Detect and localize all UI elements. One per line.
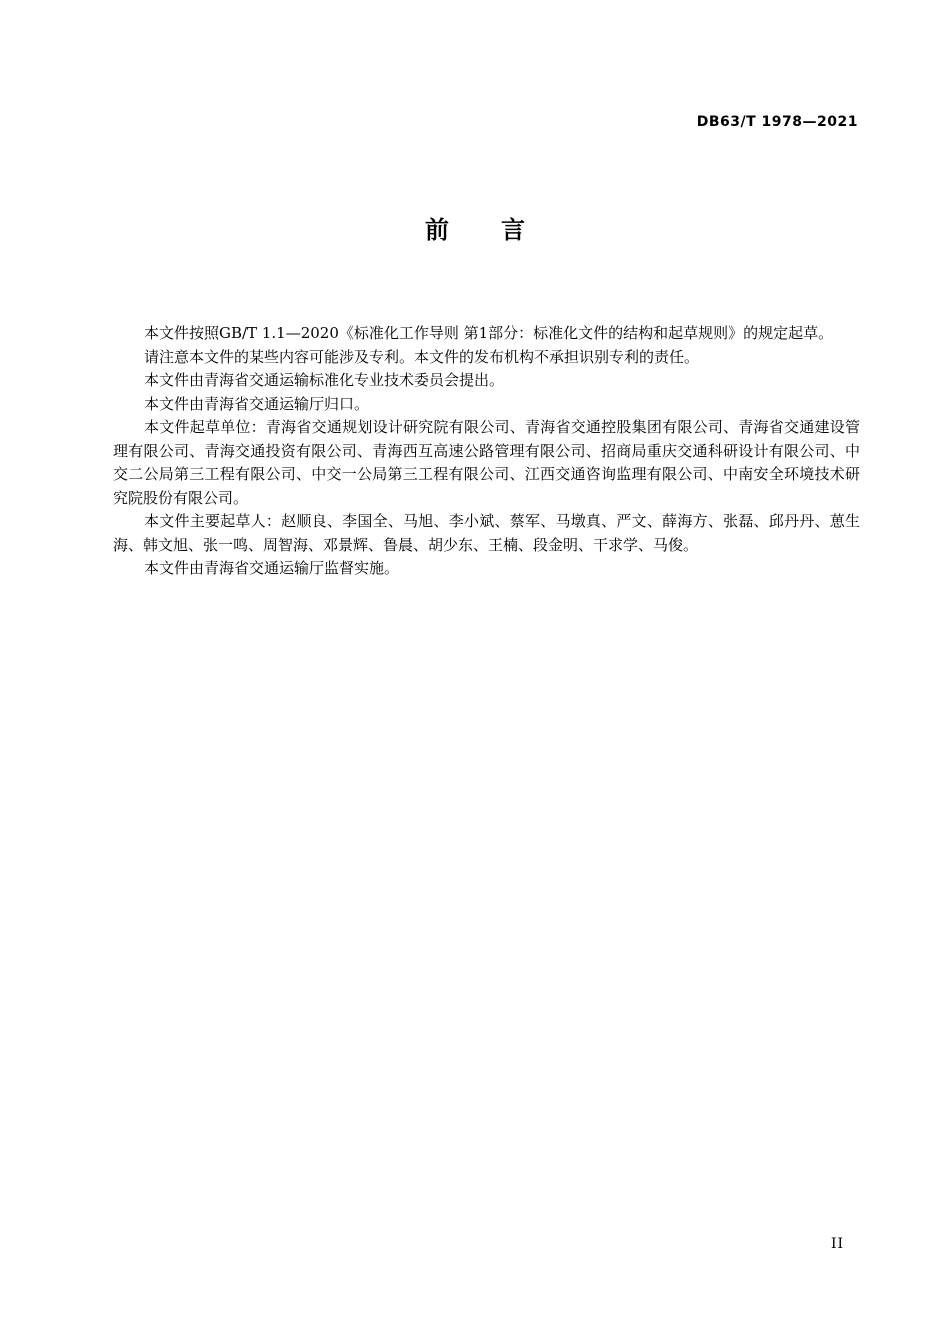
preface-body	[113, 322, 860, 581]
paragraph-drafting-basis: 本文件按照GB/T 1.1—2020《标准化工作导则 第1部分：标准化文件的结构和起草规则》的规定起草。	[144, 324, 834, 342]
paragraph-supervision: 本文件由青海省交通运输厅监督实施。	[144, 559, 400, 577]
paragraph-main-drafters: 本文件主要起草人：赵顺良、李国全、马旭、李小斌、蔡军、马墩真、严文、薛海方、张磊、邱丹丹、葸生海、韩文旭、张一鸣、周智海、邓景辉、鲁晨、胡少东、王楠、段金明、干求学、马俊。	[113, 512, 860, 554]
document-code: DB63/T 1978—2021	[696, 114, 858, 130]
paragraph-proposer: 本文件由青海省交通运输标准化专业技术委员会提出。	[144, 371, 505, 389]
paragraph-centralized-management: 本文件由青海省交通运输厅归口。	[144, 394, 370, 413]
paragraph-drafting-units: 本文件起草单位：青海省交通规划设计研究院有限公司、青海省交通控股集团有限公司、青海省交通建设管理有限公司、青海交通投资有限公司、青海西互高速公路管理有限公司、招商局重庆交通科研设计有限公司、中交二公局第三工程有限公司、中交一公局第三工程有限公司、江西交通咨询监理有限公司、中南安全环境技术研究院股份有限公司。	[113, 418, 860, 507]
paragraph-patent-notice: 请注意本文件的某些内容可能涉及专利。本文件的发布机构不承担识别专利的责任。	[144, 347, 700, 366]
page-title: 前言	[425, 216, 577, 244]
page-number: II	[830, 1236, 844, 1252]
